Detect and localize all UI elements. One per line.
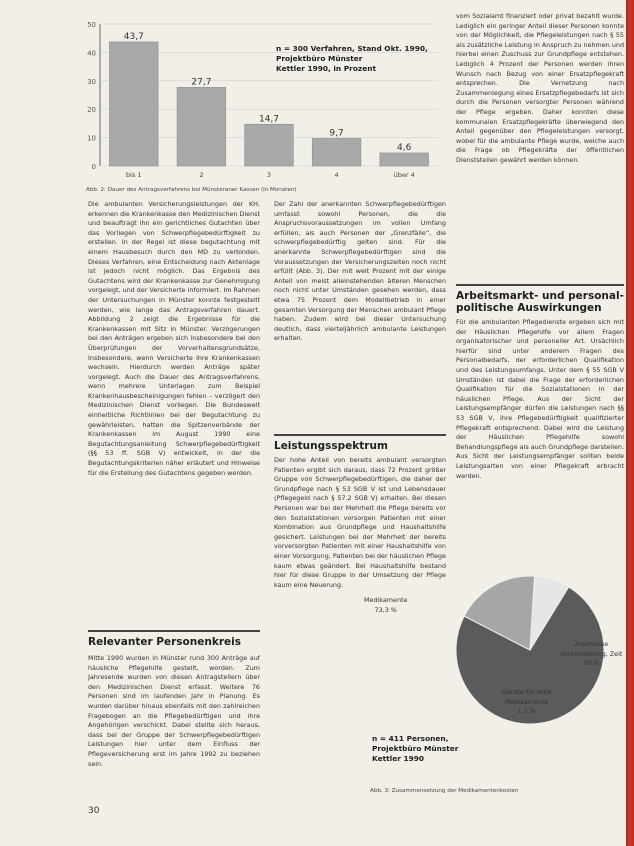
pie-label-2-line-3: 1,7 %	[517, 707, 536, 716]
bar-category-label: 4	[334, 171, 339, 179]
col1-heading-rule	[88, 630, 260, 632]
bar-value-label: 43,7	[123, 31, 144, 42]
bar-chart-note	[276, 44, 428, 74]
col1-top-text	[88, 200, 260, 620]
bar-category-label: bis 1	[126, 171, 142, 179]
col2-mid-text	[274, 456, 446, 589]
bar-y-tick-label: 10	[87, 134, 96, 143]
col3-heading-line-2: politische Auswirkungen	[456, 302, 602, 314]
pie-label-2-line-1: Geräte für Hilfe	[502, 688, 552, 696]
bar-y-tick-label: 40	[87, 49, 96, 58]
pie-label-2-line-2: Medikamente	[504, 697, 549, 706]
pie-chart-note	[372, 734, 458, 764]
bar-value-label: 4,6	[397, 142, 412, 153]
bar-note-line-3: Kettler 1990, in Prozent	[276, 64, 377, 73]
col2-top-text	[274, 200, 446, 416]
pie-chart-caption: Abb. 3: Zusammensetzung der Medikamentenkosten	[370, 788, 519, 794]
pie-label-3-line-1: Zuschüsse	[574, 640, 609, 648]
bar-y-tick-label: 20	[87, 106, 96, 115]
bar-category-label: 2	[199, 171, 204, 179]
bar	[245, 124, 294, 166]
pie-label-3-line-3: 10 %	[583, 659, 600, 668]
pie-label-1-line-1: Medikamente	[364, 596, 408, 604]
col2-heading-rule	[274, 434, 446, 436]
bar-chart	[78, 10, 448, 190]
col3-top-text	[456, 12, 624, 270]
col3-mid-text	[456, 318, 624, 558]
pie-note-line-2: Projektbüro Münster	[372, 744, 459, 753]
col3-heading-rule	[456, 284, 624, 286]
bar-category-label: 3	[266, 171, 272, 179]
pie-label-1-line-2: 73,3 %	[374, 605, 397, 614]
col1-bottom-paragraph: Mitte 1990 wurden in Münster rund 300 Anträge auf häusliche Pflegehilfe gestellt, worden. Zum Jahresende wurden von diesen Antragstellern über den Medizinischen Dienst erfasst. Weitere 76 Personen sind im laufenden Jahr in Planung. Es wurden darüber hinaus ebenfalls mit den zahlreichen Fragebogen an die Pflegebedürftigen und ihre Angehörigen verschickt. Dabei stellte sich heraus, dass bei der Gruppe der Schwerpflegebedürftigen Leistungen hier unter dem Einfluss der Pflegeversicherung erst im Jahre 1992 zu beziehen sein.	[88, 654, 260, 768]
bar-y-tick-label: 30	[87, 77, 96, 86]
bar-value-label: 27,7	[191, 77, 212, 88]
col3-heading	[456, 290, 624, 314]
col2-heading: Leistungsspektrum	[274, 440, 388, 452]
col1-heading: Relevanter Personenkreis	[88, 636, 241, 648]
bar-note-line-2: Projektbüro Münster	[276, 54, 363, 63]
pie-note-line-1: n = 411 Personen,	[372, 734, 449, 743]
col2-top-paragraph: Der Zahl der anerkannten Schwerpflegebedürftigen umfasst sowohl Personen, die die Anspruchsvoraussetzungen im vollen Umfang erfüllen, als auch Personen der „Grenzfälle“, die schwerpflegebedürftig gelten sind. Für die anerkannte Schwerpflegebedürftigen sind die Voraussetzungen der Versicherungszeiten noch nicht erfüllt (Abb. 3). Der mit weit Prozent mit der einige Anteil von meist alleinstehenden älteren Menschen noch nicht unter Umständen gesehen werden, dass etwa 75 Prozent dem Modellbetrieb in einer gesamten Versorgung der Menschen ambulant Pflege haben. Zudem wird bei dieser Untersuchung deutlich, dass vierteljährlich ambulante Leistungen erhalten.	[274, 200, 446, 343]
col1-top-paragraph: Die ambulanten Versicherungsleistungen der KH, erkennen die Krankenkasse den Medizinischen Dienst und beauftragt ihn ein gerichtliches Gutachten über das Vorliegen von Schwerpflegebedürftigkeit zu erstellen. In der Regel ist diese begutachtung mit einem Hausbesuch durch den MD zu verbinden. Dieses Verfahren, eine Entscheidung nach Aktenlage ist jedoch nicht möglich. Das Ergebnis des Gutachtens wird der Krankenkasse zur Genehmigung vorgelegt, und der Versicherte informiert. Im Rahmen der Untersuchungen in Münster konnte festgestellt werden, wie lange das Antragsverfahren dauert. Abbildung 2 zeigt die Ergebnisse für die Krankenkassen mit Sitz in Münster. Verzögerungen bei den Anträgen ergeben sich insbesondere bei den Überprüfungen der Vorverhaltensgrundsätze, Insbesondere, wenn Versicherte ihre Krankenkassen wechseln. Hierdurch werden Anträge später vorgelegt. Auch die Dauer des Antragsverfahrens, wenn mehrere Unterlagen zum Beispiel Krankenhausbescheinigungen fehlen – verzögert den Medizinischen Dienst vorliegen. Die Bundesweit einheitliche Richtlinien bei der Begutachtung zu gewährleisten, hatten die Spitzenverbände der Krankenkassen im August 1990 eine Begutachtungsanleitung Schwerpflegebedürftigkeit (§§ 53 ff. SGB V) entwickelt, in der die Begutachtungskriterien näher erläutert und Hinweise für die Erstellung des Gutachtens gegeben werden.	[88, 200, 260, 477]
col3-top-paragraph: vom Sozialamt finanziert oder privat bezahlt wurde. Lediglich ein geringer Anteil dieser Personen konnte von der Möglichkeit, die Pflegeleistungen nach § 55 als zusätzliche Leistung in Anspruch zu nehmen und hierbei einen Zuschuss zur Grundpflege entstehen. Lediglich 4 Prozent der Personen werden ihren Wunsch nach Bezug von einer Ersatzpflegekraft entsprechen. Die Vernetzung nach Zusammenlegung eines Ersatzpflegebedarfs ist sich durch die Personen versorgter Personen während der Pflege ergeben. Daher konnten diese kommunalen Ersatzpflegekräfte überwiegend den Anteil gegenüber den Pflegeleistungen versorgt, wobei für die ambulante Pflege wurde, welche auch die Frage ob Pflegekräfte der öffentlichen Dienststellen gewährt werden können.	[456, 12, 624, 164]
col2-mid-paragraph: Der hohe Anteil von bereits ambulant versorgten Patienten ergibt sich daraus, dass 72 Prozent größer Gruppe von Schwerpflegebedürftigen, die daher der Grundpflege nach § 53 SGB V ist und Lebensdauer (Pflegegeld nach § 57.2 SGB V) erhalten. Bei diesen Personen war bei der Mehrheit die Pflege bereits vor den Sozialstationen vorsorgen Patienten mit einer Kombination aus Grundpflege und Haushaltshilfe gesichert. Leistungen bei der Mehrheit der bereits vorversorgten Patienten mit einer Haushaltshilfe von einer Vorsorgung, Patienten bei der häuslichen Pflege kaum etwas geändert. Bei Haushaltshilfe bestand hier für diese Gruppe in der Umsetzung der Pflege kaum eine Neuerung.	[274, 456, 446, 589]
bar-value-label: 14,7	[258, 114, 280, 125]
book-edge	[626, 0, 634, 846]
pie-note-line-3: Kettler 1990	[372, 754, 425, 763]
pie-label-3-line-2: Verschreibung, Zeit	[560, 649, 623, 658]
bar-y-tick-label: 0	[91, 163, 96, 171]
pie-label-3	[560, 640, 622, 669]
col3-heading-line-1: Arbeitsmarkt- und personal-	[456, 290, 624, 302]
bar	[109, 42, 158, 166]
bar-y-tick-label: 50	[87, 21, 96, 29]
pie-label-2	[502, 688, 551, 717]
bar	[312, 138, 361, 166]
page-number: 30	[88, 806, 100, 816]
bar	[177, 87, 226, 166]
bar-note-line-1: n = 300 Verfahren, Stand Okt. 1990,	[276, 44, 428, 53]
bar-category-label: über 4	[393, 171, 415, 179]
col3-mid-paragraph: Für die ambulanten Pflegedienste ergeben sich mit der Häuslichen Pflegehilfe vor allem Fragen organisatorischer und personeller Art. Ursächlich hierfür sind unter anderem Fragen des Personalbedarfs, der erforderlichen Qualifikation und des Leistungsumfangs. Unter dem § 55 SGB V Umständen ist dabei die Frage der erforderlichen Qualifikation für die Sozialstationen in der häuslichen Pflege. Aus der Sicht der Leistungsempfänger dürfen die Leistungen nach §§ 53 SGB V, ihre Pflegebedürftigkeit qualifizierter Pflegekraft entsprechend. Dabei wird die Leistung der Häuslichen Pflegehilfe sowohl Behandlungspflege als auch Grundpflege darstellen. Aus Sicht der Leistungsempfänger sollten beide Leistungsarten von einer Pflegekraft erbracht werden.	[456, 318, 625, 480]
bar	[380, 153, 429, 166]
col1-bottom-text	[88, 654, 260, 790]
pie-label-1	[364, 596, 407, 615]
bar-value-label: 9,7	[329, 128, 344, 139]
bar-chart-caption: Abb. 2: Dauer des Antragsverfahrens bei Münsteraner Kassen (in Monaten)	[86, 187, 297, 193]
